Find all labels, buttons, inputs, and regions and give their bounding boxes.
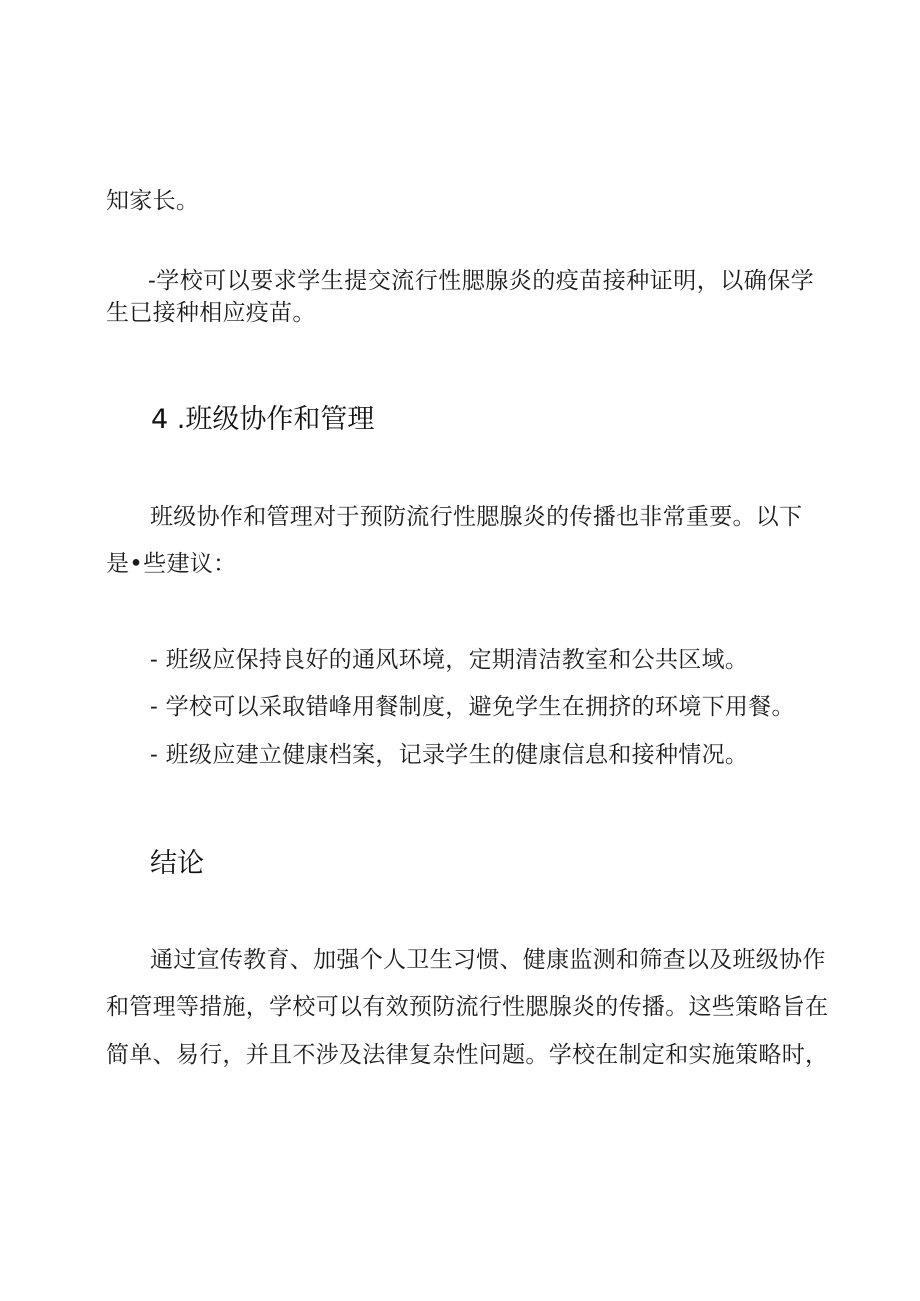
- vaccine-proof-item-line2: 生已接种相应疫苗。: [106, 300, 316, 326]
- list-item: - 学校可以采取错峰用餐制度，避免学生在拥挤的环境下用餐。: [150, 694, 795, 720]
- section-4-intro-line2: 是•些建议：: [106, 551, 237, 577]
- conclusion-line3: 简单、易行，并且不涉及法律复杂性问题。学校在制定和实施策略时，: [106, 1042, 829, 1068]
- list-item: - 班级应保持良好的通风环境，定期清洁教室和公共区域。: [150, 647, 749, 673]
- conclusion-heading: 结论: [150, 848, 204, 879]
- conclusion-line2: 和管理等措施，学校可以有效预防流行性腮腺炎的传播。这些策略旨在: [106, 994, 829, 1020]
- list-item: - 班级应建立健康档案，记录学生的健康信息和接种情况。: [150, 742, 749, 768]
- section-4-intro-line1: 班级协作和管理对于预防流行性腮腺炎的传播也非常重要。以下: [150, 504, 803, 530]
- vaccine-proof-item-line1: -学校可以要求学生提交流行性腮腺炎的疫苗接种证明，以确保学: [148, 268, 814, 294]
- continuation-text: 知家长。: [106, 188, 200, 214]
- conclusion-line1: 通过宣传教育、加强个人卫生习惯、健康监测和筛查以及班级协作: [150, 947, 826, 973]
- section-4-heading: 4 .班级协作和管理: [151, 404, 375, 435]
